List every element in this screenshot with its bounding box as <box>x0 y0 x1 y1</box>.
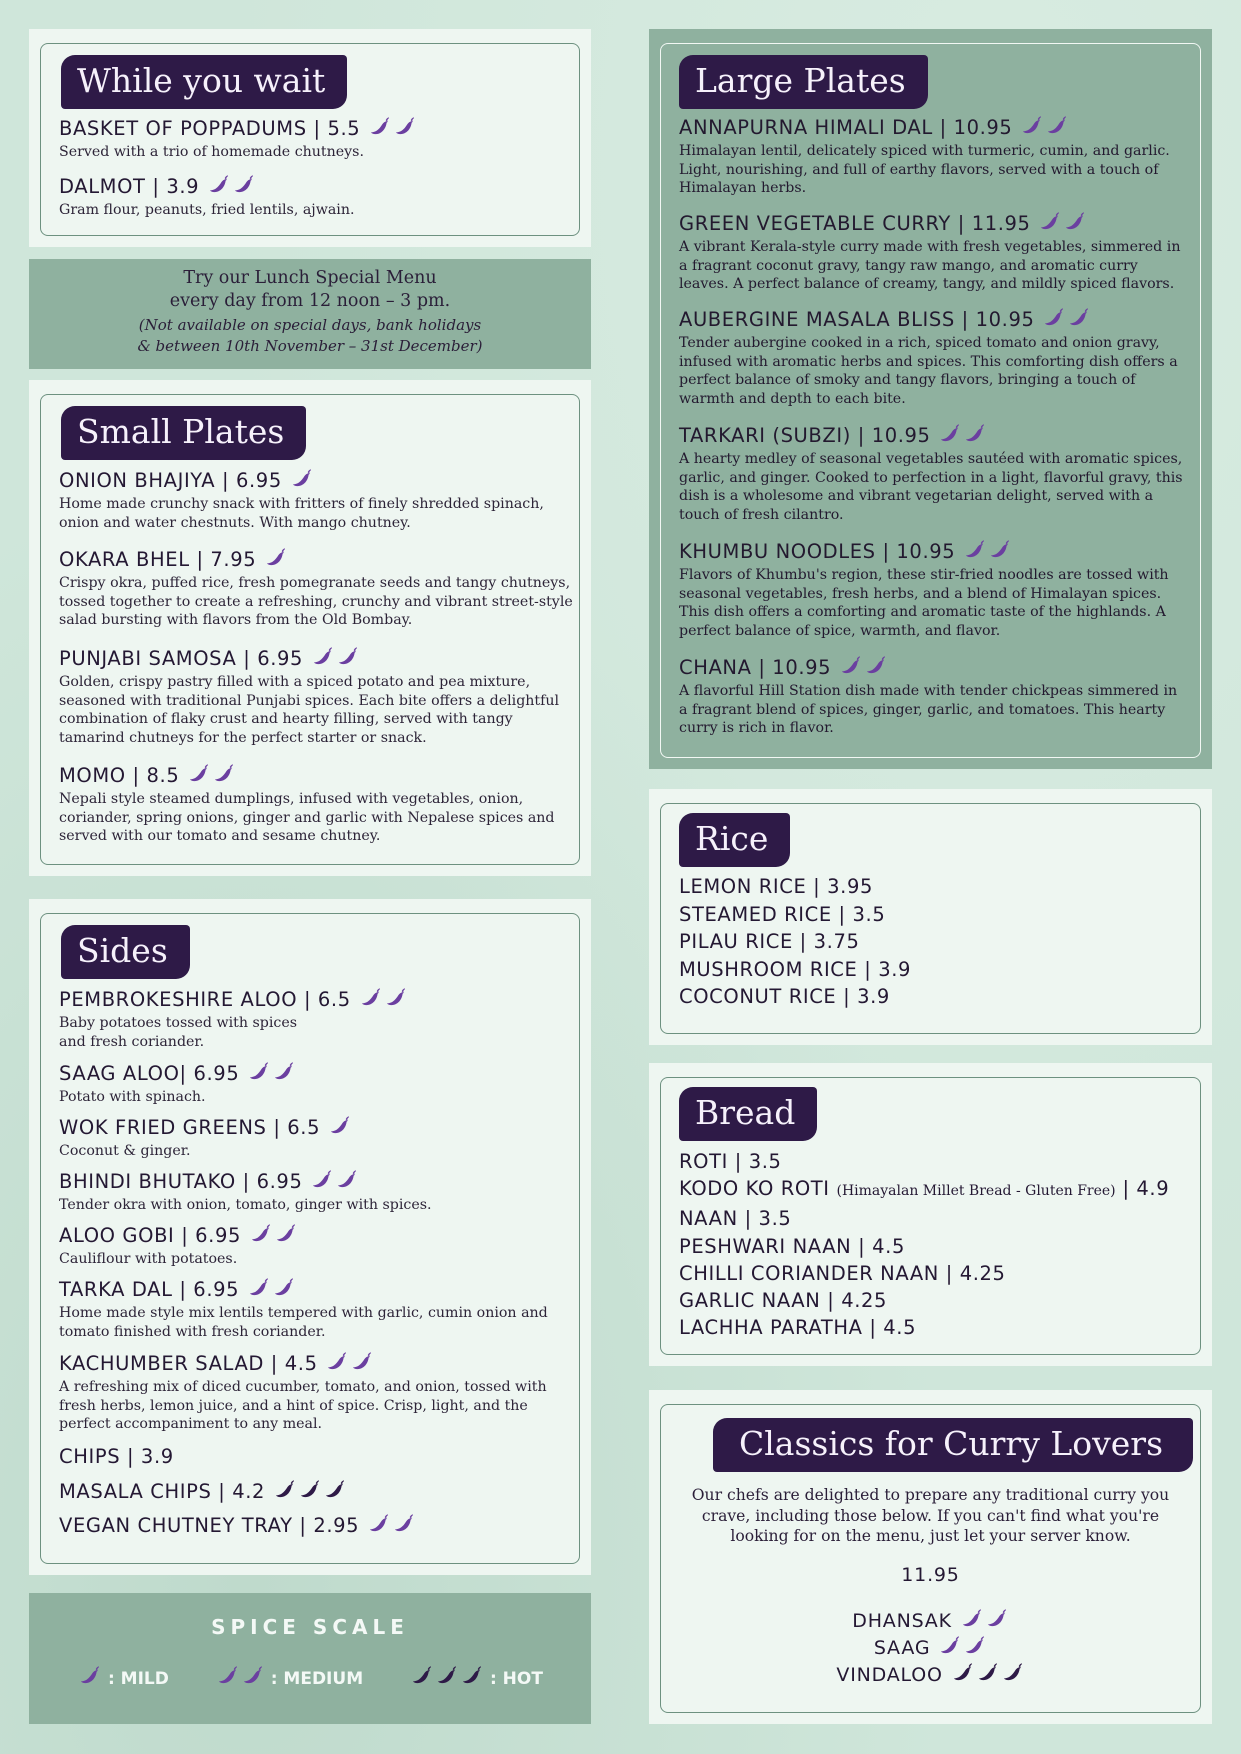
menu-item <box>679 115 1189 198</box>
spice-level-icons <box>962 540 1012 563</box>
chili-pepper-icon <box>368 1513 391 1535</box>
item-name: ONION BHAJIYA | 6.95 <box>59 469 282 492</box>
classics-list <box>649 1608 1212 1689</box>
item-name: MOMO | 8.5 <box>59 764 180 787</box>
item-name: VINDALOO <box>836 1664 943 1686</box>
chili-pepper-icon <box>1046 115 1069 137</box>
chili-pepper-icon <box>360 987 383 1009</box>
list-item: PILAU RICE | 3.75 <box>679 930 860 953</box>
item-name: KACHUMBER SALAD | 4.5 <box>59 1352 318 1375</box>
menu-item <box>59 1115 579 1161</box>
section-title-rice: Rice <box>679 813 790 867</box>
chili-pepper-icon <box>436 1665 459 1687</box>
chili-pepper-icon <box>1002 1662 1025 1684</box>
rice-panel <box>649 789 1212 1045</box>
chili-pepper-icon <box>299 1479 322 1501</box>
spice-level-icons <box>1037 212 1087 235</box>
item-description: Crispy okra, puffed rice, fresh pomegranate seeds and tangy chutneys, tossed together to create a refreshing, crunchy and vibrant street-style salad bursting with flavors from the Old Bombay. <box>59 575 573 629</box>
list-item: COCONUT RICE | 3.9 <box>679 985 890 1008</box>
spice-mild-label: : MILD <box>107 1669 169 1689</box>
spice-level-icons <box>272 1480 347 1503</box>
item-description: Tender aubergine cooked in a rich, spiced tomato and onion gravy, infused with aromatic herbs and spices. This comforting dish offers a perfect balance of smoky and tangy flavors, bringing a touch of warmth and depth to each bite. <box>679 335 1178 407</box>
chili-pepper-icon <box>337 646 360 668</box>
item-name: KODO KO ROTI <box>679 1177 830 1201</box>
menu-item <box>59 1445 579 1469</box>
spice-level-icons <box>215 1669 265 1689</box>
chili-pepper-icon <box>1043 307 1066 329</box>
spice-level-icons <box>959 1610 1009 1632</box>
chili-pepper-icon <box>840 655 863 677</box>
chili-pepper-icon <box>275 1223 298 1245</box>
item-description: Baby potatoes tossed with spices and fresh coriander. <box>59 1015 298 1050</box>
item-note: (Himayalan Millet Bread - Gluten Free) <box>836 1183 1116 1200</box>
item-description: A vibrant Kerala-style curry made with fresh vegetables, simmered in a fragrant coconut gravy, tangy raw mango, and aromatic curry leaves. A perfect balance of creamy, tangy, and mildly spiced flavors. <box>679 239 1181 293</box>
classics-price: 11.95 <box>901 1564 960 1586</box>
item-name: TARKARI (SUBZI) | 10.95 <box>679 424 931 447</box>
item-name: SAAG <box>873 1637 931 1659</box>
chili-pepper-icon <box>217 1665 240 1687</box>
chili-pepper-icon <box>248 1277 271 1299</box>
rice-list <box>679 873 1179 1011</box>
sides-panel <box>29 899 591 1575</box>
spice-level-icons <box>358 988 408 1011</box>
large-plates-panel <box>649 29 1212 769</box>
chili-pepper-icon <box>265 547 288 569</box>
item-description: Tender okra with onion, tomato, ginger with spices. <box>59 1197 432 1213</box>
chili-pepper-icon <box>1064 211 1087 233</box>
section-title-large-plates: Large Plates <box>679 55 928 109</box>
spice-level-icons <box>327 1116 352 1139</box>
menu-item <box>59 547 579 630</box>
chili-pepper-icon <box>1068 307 1091 329</box>
menu-item <box>59 1479 579 1504</box>
item-name: ANNAPURNA HIMALI DAL | 10.95 <box>679 116 1013 139</box>
spice-level-icons <box>937 1637 987 1659</box>
item-name: BHINDI BHUTAKO | 6.95 <box>59 1170 303 1193</box>
list-item: CHILLI CORIANDER NAAN | 4.25 <box>679 1261 1006 1285</box>
chili-pepper-icon <box>273 1061 296 1083</box>
section-title-classics: Classics for Curry Lovers <box>713 1418 1193 1472</box>
chili-pepper-icon <box>393 1513 416 1535</box>
item-description: Flavors of Khumbu's region, these stir-fried noodles are tossed with seasonal vegetables, fresh herbs, and a blend of Himalayan spices. This dish offers a comforting and aromatic taste of the highlands. A perfect balance of spice, warmth, and flavor. <box>679 567 1169 639</box>
chili-pepper-icon <box>1021 115 1044 137</box>
bread-panel <box>649 1063 1212 1366</box>
item-price: | 4.9 <box>1122 1177 1170 1201</box>
chili-pepper-icon <box>208 174 231 196</box>
item-name: KHUMBU NOODLES | 10.95 <box>679 540 956 563</box>
chili-pepper-icon <box>273 1277 296 1299</box>
spice-level-icons <box>1041 308 1091 331</box>
chili-pepper-icon <box>989 539 1012 561</box>
item-name: AUBERGINE MASALA BLISS | 10.95 <box>679 308 1035 331</box>
list-item <box>649 1608 1212 1635</box>
list-item: STEAMED RICE | 3.5 <box>679 902 886 926</box>
spice-level-icons <box>77 1669 102 1689</box>
menu-item <box>59 468 579 532</box>
item-name: VEGAN CHUTNEY TRAY | 2.95 <box>59 1514 360 1537</box>
chili-pepper-icon <box>961 1608 984 1630</box>
chili-pepper-icon <box>865 655 888 677</box>
item-name: PEMBROKESHIRE ALOO | 6.5 <box>59 988 351 1011</box>
spice-level-icons <box>409 1669 484 1689</box>
list-item: LEMON RICE | 3.95 <box>679 875 873 898</box>
spice-level-icons <box>310 647 360 670</box>
menu-item <box>679 423 1189 524</box>
chili-pepper-icon <box>213 763 236 785</box>
spice-level-icons <box>324 1352 374 1375</box>
menu-item <box>679 211 1189 294</box>
item-name: CHIPS | 3.9 <box>59 1445 174 1468</box>
spice-level-icons <box>950 1664 1025 1686</box>
promo-line: Try our Lunch Special Menu <box>183 268 437 288</box>
spice-hot-label: : HOT <box>489 1669 543 1689</box>
chili-pepper-icon <box>324 1479 347 1501</box>
menu-item <box>59 116 569 162</box>
item-name: MASALA CHIPS | 4.2 <box>59 1480 266 1503</box>
menu-item <box>59 1223 579 1269</box>
list-item: MUSHROOM RICE | 3.9 <box>679 957 912 981</box>
section-title-sides: Sides <box>61 925 190 979</box>
list-item: NAAN | 3.5 <box>679 1207 792 1231</box>
chili-pepper-icon <box>964 539 987 561</box>
chili-pepper-icon <box>329 1115 352 1137</box>
while-you-wait-panel <box>29 29 591 247</box>
item-description: Served with a trio of homemade chutneys. <box>59 144 364 160</box>
item-description: Home made style mix lentils tempered with garlic, cumin onion and tomato finished with fresh coriander. <box>59 1305 548 1340</box>
promo-line: every day from 12 noon – 3 pm. <box>169 291 451 311</box>
spice-level-icons <box>1019 116 1069 139</box>
promo-note: (Not available on special days, bank holidays <box>138 316 482 334</box>
spice-medium-label: : MEDIUM <box>270 1669 364 1689</box>
chili-pepper-icon <box>986 1608 1009 1630</box>
menu-item <box>59 987 579 1051</box>
spice-scale-title: SPICE SCALE <box>211 1615 409 1639</box>
item-description: A flavorful Hill Station dish made with tender chickpeas simmered in a fragrant blend of spices, ginger, garlic, and tomatoes. This hearty curry is rich in flavor. <box>679 683 1178 737</box>
spice-level-icons <box>246 1278 296 1301</box>
spice-level-icons <box>186 764 236 787</box>
item-name: GREEN VEGETABLE CURRY | 11.95 <box>679 212 1031 235</box>
item-description: Cauliflour with potatoes. <box>59 1251 238 1267</box>
section-title-while-you-wait: While you wait <box>61 55 347 109</box>
item-name: BASKET OF POPPADUMS | 5.5 <box>59 117 361 140</box>
chili-pepper-icon <box>312 646 335 668</box>
chili-pepper-icon <box>79 1665 102 1687</box>
list-item: LACHHA PARATHA | 4.5 <box>679 1316 917 1340</box>
chili-pepper-icon <box>233 174 256 196</box>
spice-level-icons <box>309 1170 359 1193</box>
bread-list <box>679 1148 1189 1341</box>
chili-pepper-icon <box>369 116 392 138</box>
menu-item <box>679 655 1189 738</box>
item-name: OKARA BHEL | 7.95 <box>59 548 257 571</box>
spice-level-icons <box>367 117 417 140</box>
menu-item <box>679 307 1189 408</box>
chili-pepper-icon <box>939 1635 962 1657</box>
spice-level-icons <box>248 1224 298 1247</box>
chili-pepper-icon <box>385 987 408 1009</box>
list-item <box>649 1662 1212 1689</box>
classics-description: Our chefs are delighted to prepare any traditional curry you crave, including those below. If you can't find what you're looking for on the menu, just let your server know. <box>691 1486 1170 1545</box>
chili-pepper-icon <box>274 1479 297 1501</box>
item-name: PUNJABI SAMOSA | 6.95 <box>59 647 304 670</box>
item-description: Golden, crispy pastry filled with a spiced potato and pea mixture, seasoned with traditional Punjabi spices. Each bite offers a delightful combination of flaky crust and hearty filling, served with tangy tamarind chutneys for the perfect starter or snack. <box>59 674 560 746</box>
item-name: DHANSAK <box>852 1610 952 1632</box>
spice-level-icons <box>206 175 256 198</box>
menu-item <box>59 174 569 220</box>
chili-pepper-icon <box>977 1662 1000 1684</box>
classics-panel <box>649 1390 1212 1724</box>
list-item: ROTI | 3.5 <box>679 1150 782 1173</box>
menu-item <box>59 1061 579 1107</box>
item-name: TARKA DAL | 6.95 <box>59 1278 240 1301</box>
chili-pepper-icon <box>242 1665 265 1687</box>
chili-pepper-icon <box>461 1665 484 1687</box>
chili-pepper-icon <box>394 116 417 138</box>
chili-pepper-icon <box>248 1061 271 1083</box>
item-description: Home made crunchy snack with fritters of finely shredded spinach, onion and water chestnuts. With mango chutney. <box>59 496 544 531</box>
chili-pepper-icon <box>291 468 314 490</box>
spice-level-icons <box>838 656 888 679</box>
spice-scale-legend <box>29 1593 591 1724</box>
item-description: Himalayan lentil, delicately spiced with turmeric, cumin, and garlic. Light, nourishing, and full of earthy flavors, served with a touch of Himalayan herbs. <box>679 143 1170 197</box>
menu-item <box>59 1277 579 1341</box>
list-item <box>679 1175 1189 1205</box>
chili-pepper-icon <box>952 1662 975 1684</box>
section-title-small-plates: Small Plates <box>61 406 306 460</box>
menu-item <box>59 1169 579 1215</box>
spice-level-icons <box>937 424 987 447</box>
spice-level-icons <box>246 1062 296 1085</box>
menu-item <box>679 539 1189 640</box>
item-description: A refreshing mix of diced cucumber, tomato, and onion, tossed with fresh herbs, lemon juice, and a hint of spice. Crisp, light, and the perfect accompaniment to any meal. <box>59 1379 547 1433</box>
item-name: DALMOT | 3.9 <box>59 175 200 198</box>
chili-pepper-icon <box>188 763 211 785</box>
menu-item <box>59 1513 579 1538</box>
list-item: PESHWARI NAAN | 4.5 <box>679 1234 905 1258</box>
promo-note: & between 10th November – 31st December) <box>137 337 483 355</box>
chili-pepper-icon <box>311 1169 334 1191</box>
spice-level-icons <box>263 548 288 571</box>
chili-pepper-icon <box>411 1665 434 1687</box>
chili-pepper-icon <box>250 1223 273 1245</box>
chili-pepper-icon <box>939 423 962 445</box>
item-description: Gram flour, peanuts, fried lentils, ajwain. <box>59 202 355 218</box>
chili-pepper-icon <box>964 1635 987 1657</box>
item-description: A hearty medley of seasonal vegetables sautéed with aromatic spices, garlic, and ginger. Cooked to perfection in a light, flavorful gravy, this dish is a wholesome and vibrant vegetarian delight, served with a touch of fresh cilantro. <box>679 451 1183 523</box>
section-title-bread: Bread <box>679 1087 817 1141</box>
list-item: GARLIC NAAN | 4.25 <box>679 1289 888 1313</box>
item-name: WOK FRIED GREENS | 6.5 <box>59 1116 321 1139</box>
lunch-special-banner <box>29 259 591 369</box>
small-plates-panel <box>29 380 591 876</box>
spice-level-icons <box>366 1514 416 1537</box>
item-name: CHANA | 10.95 <box>679 656 832 679</box>
chili-pepper-icon <box>351 1351 374 1373</box>
item-description: Coconut & ginger. <box>59 1143 191 1159</box>
menu-item <box>59 763 579 846</box>
chili-pepper-icon <box>326 1351 349 1373</box>
chili-pepper-icon <box>1039 211 1062 233</box>
list-item <box>649 1635 1212 1662</box>
item-name: SAAG ALOO| 6.95 <box>59 1062 240 1085</box>
menu-item <box>59 646 579 747</box>
item-name: ALOO GOBI | 6.95 <box>59 1224 241 1247</box>
spice-level-icons <box>289 469 314 492</box>
item-description: Nepali style steamed dumplings, infused with vegetables, onion, coriander, spring onions, ginger and garlic with Nepalese spices and served with our tomato and sesame chutney. <box>59 791 555 845</box>
chili-pepper-icon <box>964 423 987 445</box>
item-description: Potato with spinach. <box>59 1089 206 1105</box>
chili-pepper-icon <box>336 1169 359 1191</box>
menu-item <box>59 1351 579 1434</box>
